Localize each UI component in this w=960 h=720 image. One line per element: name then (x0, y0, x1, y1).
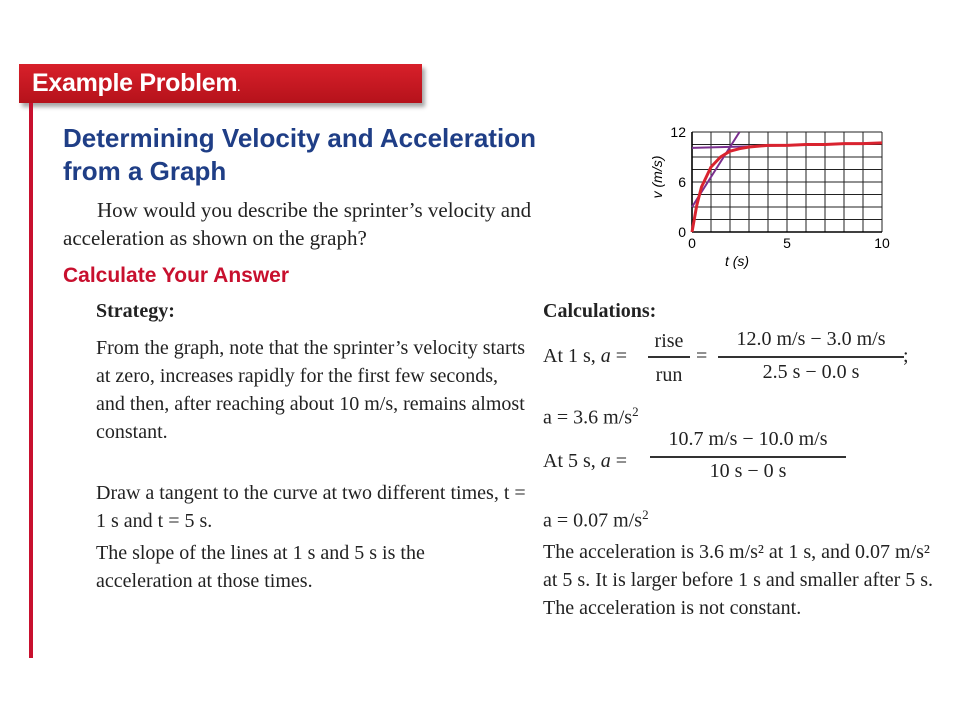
y-axis-label: v (m/s) (649, 155, 665, 199)
denominator-1: 2.5 s − 0.0 s (762, 361, 860, 383)
title-line-2: from a Graph (63, 156, 227, 186)
x-axis-label: t (s) (724, 253, 750, 269)
x-tick-label: 0 (688, 235, 696, 251)
problem-question: How would you describe the sprinter’s velocity and acceleration as shown on the graph? (63, 198, 532, 250)
strategy-paragraph-3: The slope of the lines at 1 s and 5 s is the acceleration at those times. (96, 542, 425, 592)
equation-2-prefix: At 5 s, a = (543, 450, 628, 472)
numerator-1: 12.0 m/s − 3.0 m/s (736, 328, 886, 350)
result-2: a = 0.07 $m/s^2$ (543, 507, 649, 532)
calculations-heading: Calculations: (543, 300, 657, 322)
strategy-heading: Strategy: (96, 300, 175, 322)
title-line-1: Determining Velocity and Acceleration (63, 123, 536, 153)
problem-title (63, 122, 603, 188)
y-tick-label: 6 (678, 174, 686, 190)
fraction-bar-rise-run (648, 356, 690, 358)
rise-label: rise (654, 330, 684, 352)
equals-sign-1: = (696, 345, 708, 367)
numerator-2: 10.7 m/s − 10.0 m/s (668, 428, 828, 450)
denominator-2: 10 s − 0 s (709, 460, 787, 482)
conclusion-text: The acceleration is 3.6 m/s² at 1 s, and 0.07 m/s² at 5 s. It is larger before 1 s and smaller after 5 s. The acceleration is not constant. (543, 541, 934, 619)
fraction-bar-1 (718, 356, 904, 358)
example-problem-banner (19, 64, 422, 103)
calculate-your-answer-heading: Calculate Your Answer (63, 264, 290, 287)
fraction-bar-2 (650, 456, 846, 458)
velocity-time-graph (640, 122, 900, 282)
strategy-paragraph-2: Draw a tangent to the curve at two different times, t = 1 s and t = 5 s. (96, 482, 526, 532)
semicolon: ; (903, 345, 909, 367)
equation-1-prefix: At 1 s, a = (543, 345, 628, 367)
run-label: run (655, 364, 683, 386)
y-tick-label: 0 (678, 224, 686, 240)
y-tick-label: 12 (670, 124, 686, 140)
strategy-paragraph-1: From the graph, note that the sprinter’s velocity starts at zero, increases rapidly for the first few seconds, and then, after reaching about 10 m/s, remains almost constant. (96, 337, 525, 443)
x-tick-label: 10 (874, 235, 890, 251)
banner-label: Example Problem. (32, 69, 240, 97)
result-1: a = 3.6 $m/s^2$ (543, 404, 639, 429)
x-tick-label: 5 (783, 235, 791, 251)
left-accent-rule (29, 103, 33, 658)
